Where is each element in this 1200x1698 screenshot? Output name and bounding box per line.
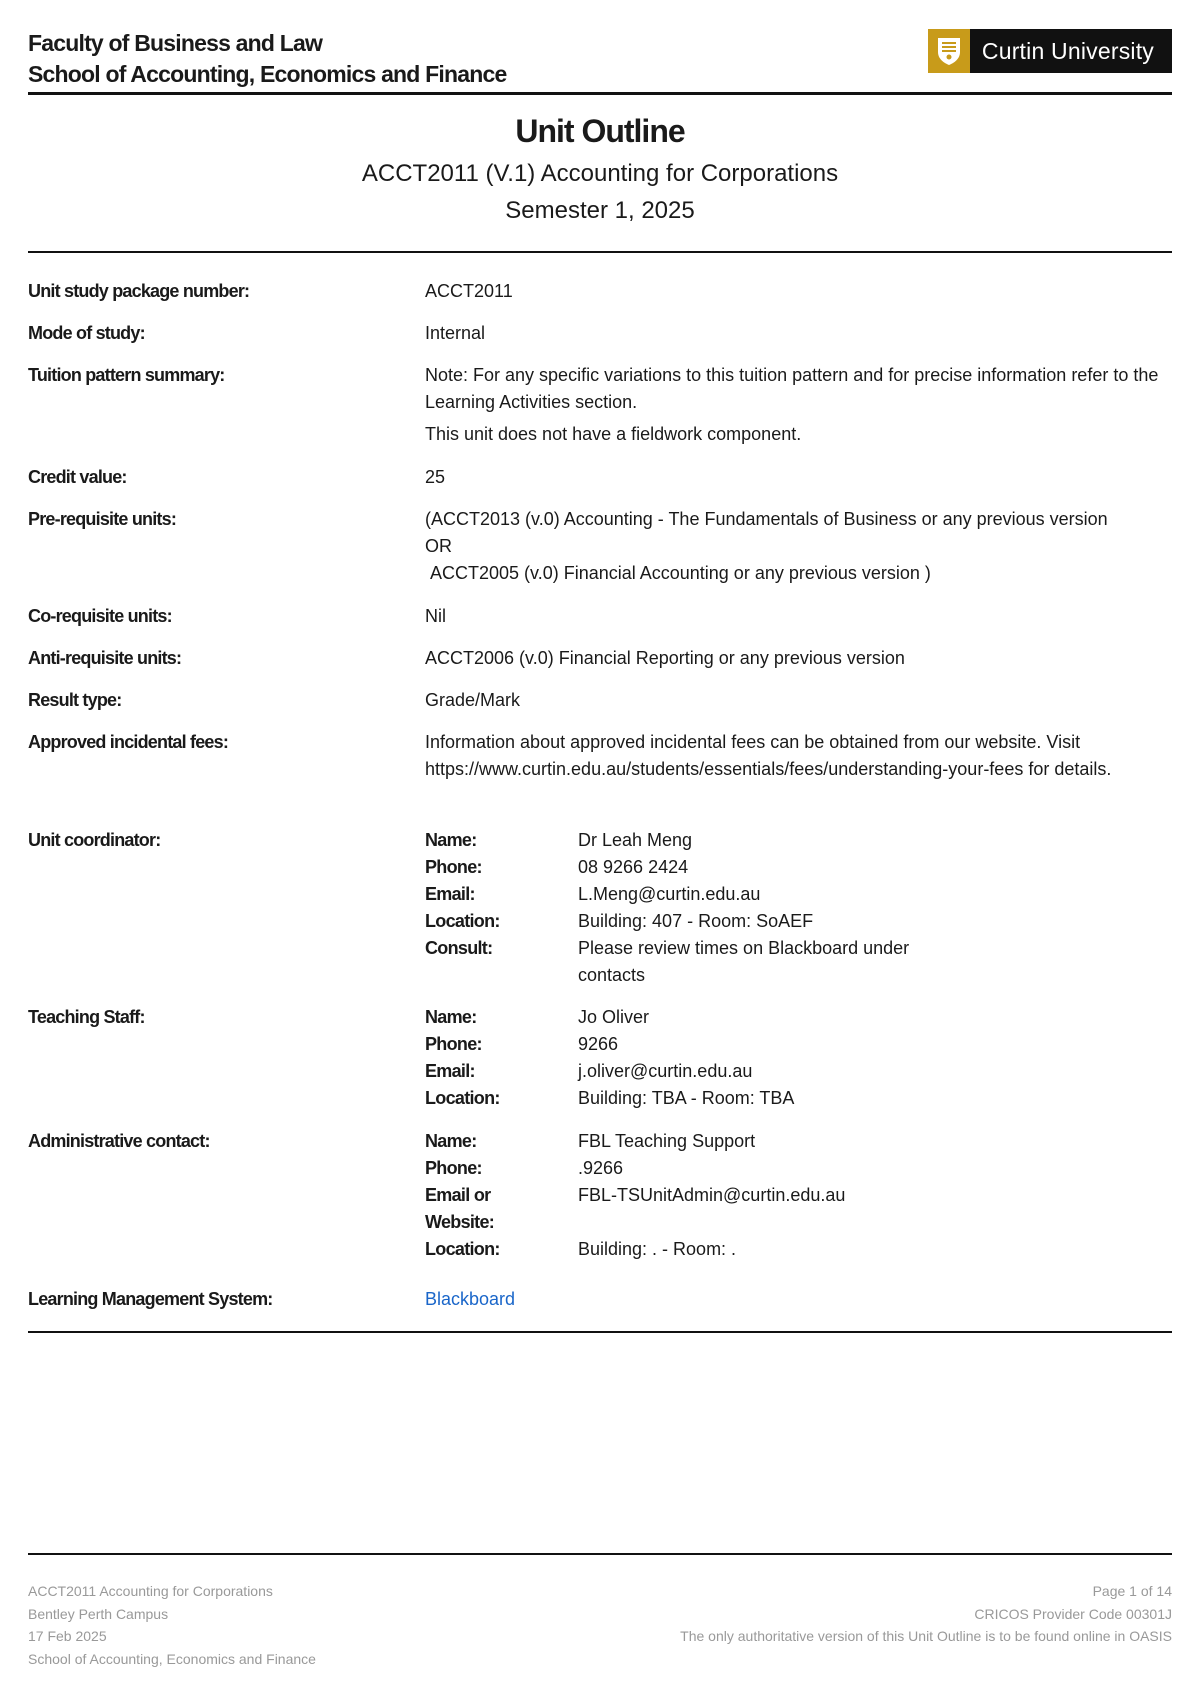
admin-email-key-1: Email or	[425, 1185, 491, 1205]
coordinator-consult-1: Please review times on Blackboard under	[578, 938, 910, 958]
row-teaching-staff	[28, 1004, 1172, 1114]
admin-email[interactable]: FBL-TSUnitAdmin@curtin.edu.au	[578, 1185, 846, 1205]
prereq-line-3: ACCT2005 (v.0) Financial Accounting or any previous version )	[430, 563, 931, 583]
logo-wordmark: Curtin University	[970, 29, 1172, 73]
coordinator-phone-key: Phone:	[425, 857, 482, 877]
curtin-logo	[928, 29, 1172, 73]
coordinator-email-key: Email:	[425, 884, 475, 904]
admin-name-key: Name:	[425, 1131, 477, 1151]
result-value: Grade/Mark	[425, 690, 521, 710]
teaching-name-key: Name:	[425, 1007, 477, 1027]
teaching-email-key: Email:	[425, 1061, 475, 1081]
footer-campus: Bentley Perth Campus	[28, 1605, 169, 1622]
prereq-value	[425, 506, 1172, 587]
page-header	[28, 30, 1172, 94]
antireq-label: Anti-requisite units:	[28, 648, 182, 668]
footer-date: 17 Feb 2025	[28, 1628, 107, 1644]
header-divider	[28, 92, 1172, 95]
admin-location-key: Location:	[425, 1239, 500, 1259]
mode-label: Mode of study:	[28, 323, 145, 343]
teaching-label: Teaching Staff:	[28, 1007, 145, 1027]
antireq-value: ACCT2006 (v.0) Financial Reporting or any previous version	[425, 648, 905, 668]
admin-phone-key: Phone:	[425, 1158, 482, 1178]
coordinator-email[interactable]: L.Meng@curtin.edu.au	[578, 884, 761, 904]
semester: Semester 1, 2025	[505, 197, 695, 224]
teaching-phone: 9266	[578, 1034, 619, 1054]
admin-name: FBL Teaching Support	[578, 1131, 756, 1151]
content-divider	[28, 1331, 1172, 1333]
coordinator-name: Dr Leah Meng	[578, 830, 693, 850]
footer-school: School of Accounting, Economics and Finance	[28, 1650, 316, 1667]
footer-divider	[28, 1553, 1172, 1555]
admin-email-key-2: Website:	[425, 1212, 495, 1232]
prereq-label: Pre-requisite units:	[28, 509, 177, 529]
coordinator-consult-key: Consult:	[425, 938, 493, 958]
teaching-location: Building: TBA - Room: TBA	[578, 1088, 795, 1108]
tuition-note: Note: For any specific variations to this tuition pattern and for precise information refer to the Learning Activities section.	[425, 365, 1159, 412]
coordinator-phone: 08 9266 2424	[578, 857, 689, 877]
package-number-label: Unit study package number:	[28, 281, 250, 301]
admin-location: Building: . - Room: .	[578, 1239, 737, 1259]
admin-phone: .9266	[578, 1158, 624, 1178]
coordinator-label: Unit coordinator:	[28, 830, 161, 850]
fees-value: Information about approved incidental fees can be obtained from our website. Visit https://www.curtin.edu.au/students/essentials/fees/understanding-your-fees for details.	[425, 732, 1112, 779]
fees-label: Approved incidental fees:	[28, 732, 229, 752]
tuition-value	[425, 362, 1172, 448]
teaching-email[interactable]: j.oliver@curtin.edu.au	[578, 1061, 753, 1081]
teaching-name: Jo Oliver	[578, 1007, 650, 1027]
footer-unit: ACCT2011 Accounting for Corporations	[28, 1583, 273, 1599]
package-number-value: ACCT2011	[425, 281, 513, 301]
mode-value: Internal	[425, 323, 486, 343]
coordinator-location: Building: 407 - Room: SoAEF	[578, 911, 814, 931]
coreq-value: Nil	[425, 606, 446, 626]
crest-icon	[928, 29, 970, 73]
page-title: Unit Outline	[515, 113, 685, 149]
row-coordinator	[28, 827, 1172, 992]
footer-left	[28, 1580, 316, 1670]
prereq-line-2: OR	[425, 536, 452, 556]
authority-note: The only authoritative version of this Unit Outline is to be found online in OASIS	[680, 1628, 1172, 1644]
result-label: Result type:	[28, 690, 122, 710]
unit-title: ACCT2011 (V.1) Accounting for Corporations	[361, 160, 839, 187]
row-admin-contact	[28, 1128, 1172, 1268]
admin-label: Administrative contact:	[28, 1131, 210, 1151]
school-name: School of Accounting, Economics and Finance	[28, 61, 507, 87]
unit-outline-page	[28, 0, 1172, 1698]
cricos-code: CRICOS Provider Code 00301J	[974, 1605, 1172, 1622]
title-divider	[28, 251, 1172, 253]
credit-label: Credit value:	[28, 467, 127, 487]
prereq-line-1: (ACCT2013 (v.0) Accounting - The Fundamentals of Business or any previous version	[425, 509, 1108, 529]
tuition-fieldwork: This unit does not have a fieldwork component.	[425, 424, 802, 444]
coreq-label: Co-requisite units:	[28, 606, 172, 626]
footer-right	[680, 1580, 1172, 1648]
page-number: Page 1 of 14	[1092, 1583, 1172, 1599]
tuition-label: Tuition pattern summary:	[28, 365, 225, 385]
credit-value: 25	[425, 467, 446, 487]
blackboard-link[interactable]: Blackboard	[425, 1289, 516, 1309]
teaching-phone-key: Phone:	[425, 1034, 482, 1054]
coordinator-consult-2: contacts	[578, 965, 646, 985]
lms-label: Learning Management System:	[28, 1289, 273, 1309]
teaching-location-key: Location:	[425, 1088, 500, 1108]
coordinator-location-key: Location:	[425, 911, 500, 931]
coordinator-name-key: Name:	[425, 830, 477, 850]
faculty-name: Faculty of Business and Law	[28, 30, 323, 56]
